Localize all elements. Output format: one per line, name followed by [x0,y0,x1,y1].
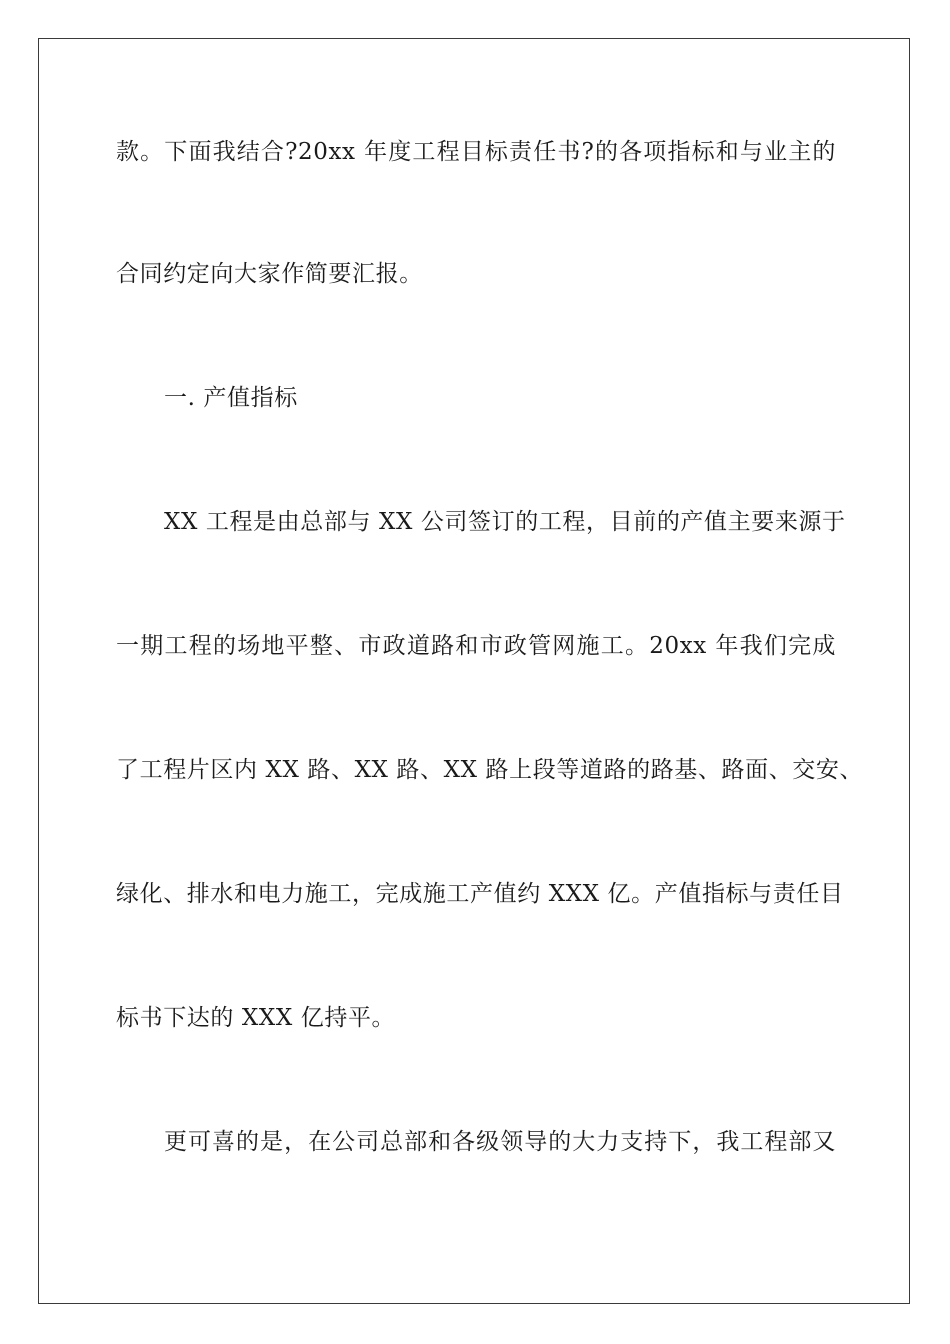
paragraph-line-2: 合同约定向大家作简要汇报。 [116,261,423,287]
paragraph-line-8: 更可喜的是，在公司总部和各级领导的大力支持下，我工程部又 [164,1129,836,1155]
page-border [38,38,910,1304]
paragraph-line-5: 了工程片区内 XX 路、XX 路、XX 路上段等道路的路基、路面、交安、 [116,757,864,783]
section-heading: 一. 产值指标 [164,385,298,411]
paragraph-line-3: XX 工程是由总部与 XX 公司签订的工程，目前的产值主要来源于 [164,509,846,535]
paragraph-line-6: 绿化、排水和电力施工，完成施工产值约 XXX 亿。产值指标与责任目 [116,881,844,907]
paragraph-line-7: 标书下达的 XXX 亿持平。 [116,1005,396,1031]
paragraph-line-1: 款。下面我结合?20xx 年度工程目标责任书?的各项指标和与业主的 [116,139,836,165]
paragraph-line-4: 一期工程的场地平整、市政道路和市政管网施工。20xx 年我们完成 [116,633,836,659]
